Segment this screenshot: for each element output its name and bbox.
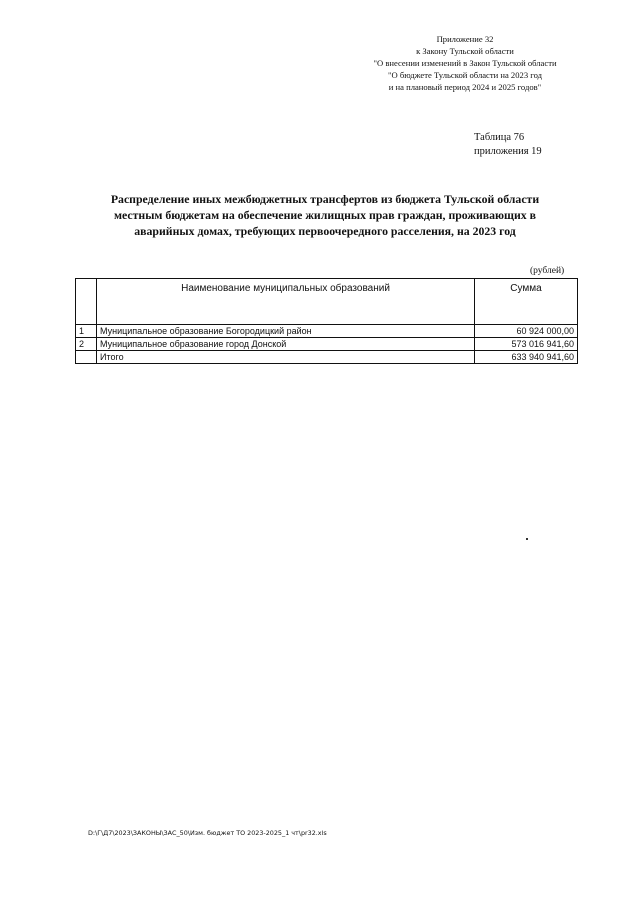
row-number: 1	[76, 325, 97, 338]
table-reference	[474, 131, 542, 159]
transfers-table	[75, 278, 578, 364]
row-name: Муниципальное образование Богородицкий район	[97, 325, 475, 338]
row-sum: 573 016 941,60	[475, 338, 578, 351]
table-appendix: приложения 19	[474, 146, 542, 157]
table-row	[76, 338, 578, 351]
row-name: Муниципальное образование город Донской	[97, 338, 475, 351]
header-name-cell: Наименование муниципальных образований	[97, 279, 475, 325]
annex-line-4: "О бюджете Тульской области на 2023 год	[388, 70, 542, 80]
annex-line-5: и на плановый период 2024 и 2025 годов"	[388, 82, 542, 92]
table-row	[76, 325, 578, 338]
file-path-footer: D:\Г\Д7\2023\ЗАКОНЫ\ЗАС_50\Изм. бюджет ТО 2023-2025_1 чт\pr32.xls	[88, 829, 327, 837]
row-number: 2	[76, 338, 97, 351]
annex-line-2: к Закону Тульской области	[416, 46, 514, 56]
title-line-1: Распределение иных межбюджетных трансфертов из бюджета Тульской области	[110, 192, 540, 206]
row-name: Итого	[97, 351, 475, 364]
document-title	[70, 191, 580, 239]
row-sum: 633 940 941,60	[475, 351, 578, 364]
table-header-row	[76, 279, 578, 325]
annex-line-1: Приложение 32	[436, 34, 494, 44]
annex-reference	[340, 33, 590, 93]
header-sum-cell: Сумма	[475, 279, 578, 325]
row-sum: 60 924 000,00	[475, 325, 578, 338]
annex-line-3: "О внесении изменений в Закон Тульской области	[373, 58, 557, 68]
table-total-row	[76, 351, 578, 364]
header-number-cell	[76, 279, 97, 325]
title-line-3: аварийных домах, требующих первоочередного расселения, на 2023 год	[134, 224, 516, 238]
units-label: (рублей)	[530, 266, 565, 276]
scan-speck	[526, 538, 528, 540]
row-number	[76, 351, 97, 364]
title-line-2: местным бюджетам на обеспечение жилищных прав граждан, проживающих в	[113, 208, 537, 222]
table-number: Таблица 76	[474, 132, 525, 143]
